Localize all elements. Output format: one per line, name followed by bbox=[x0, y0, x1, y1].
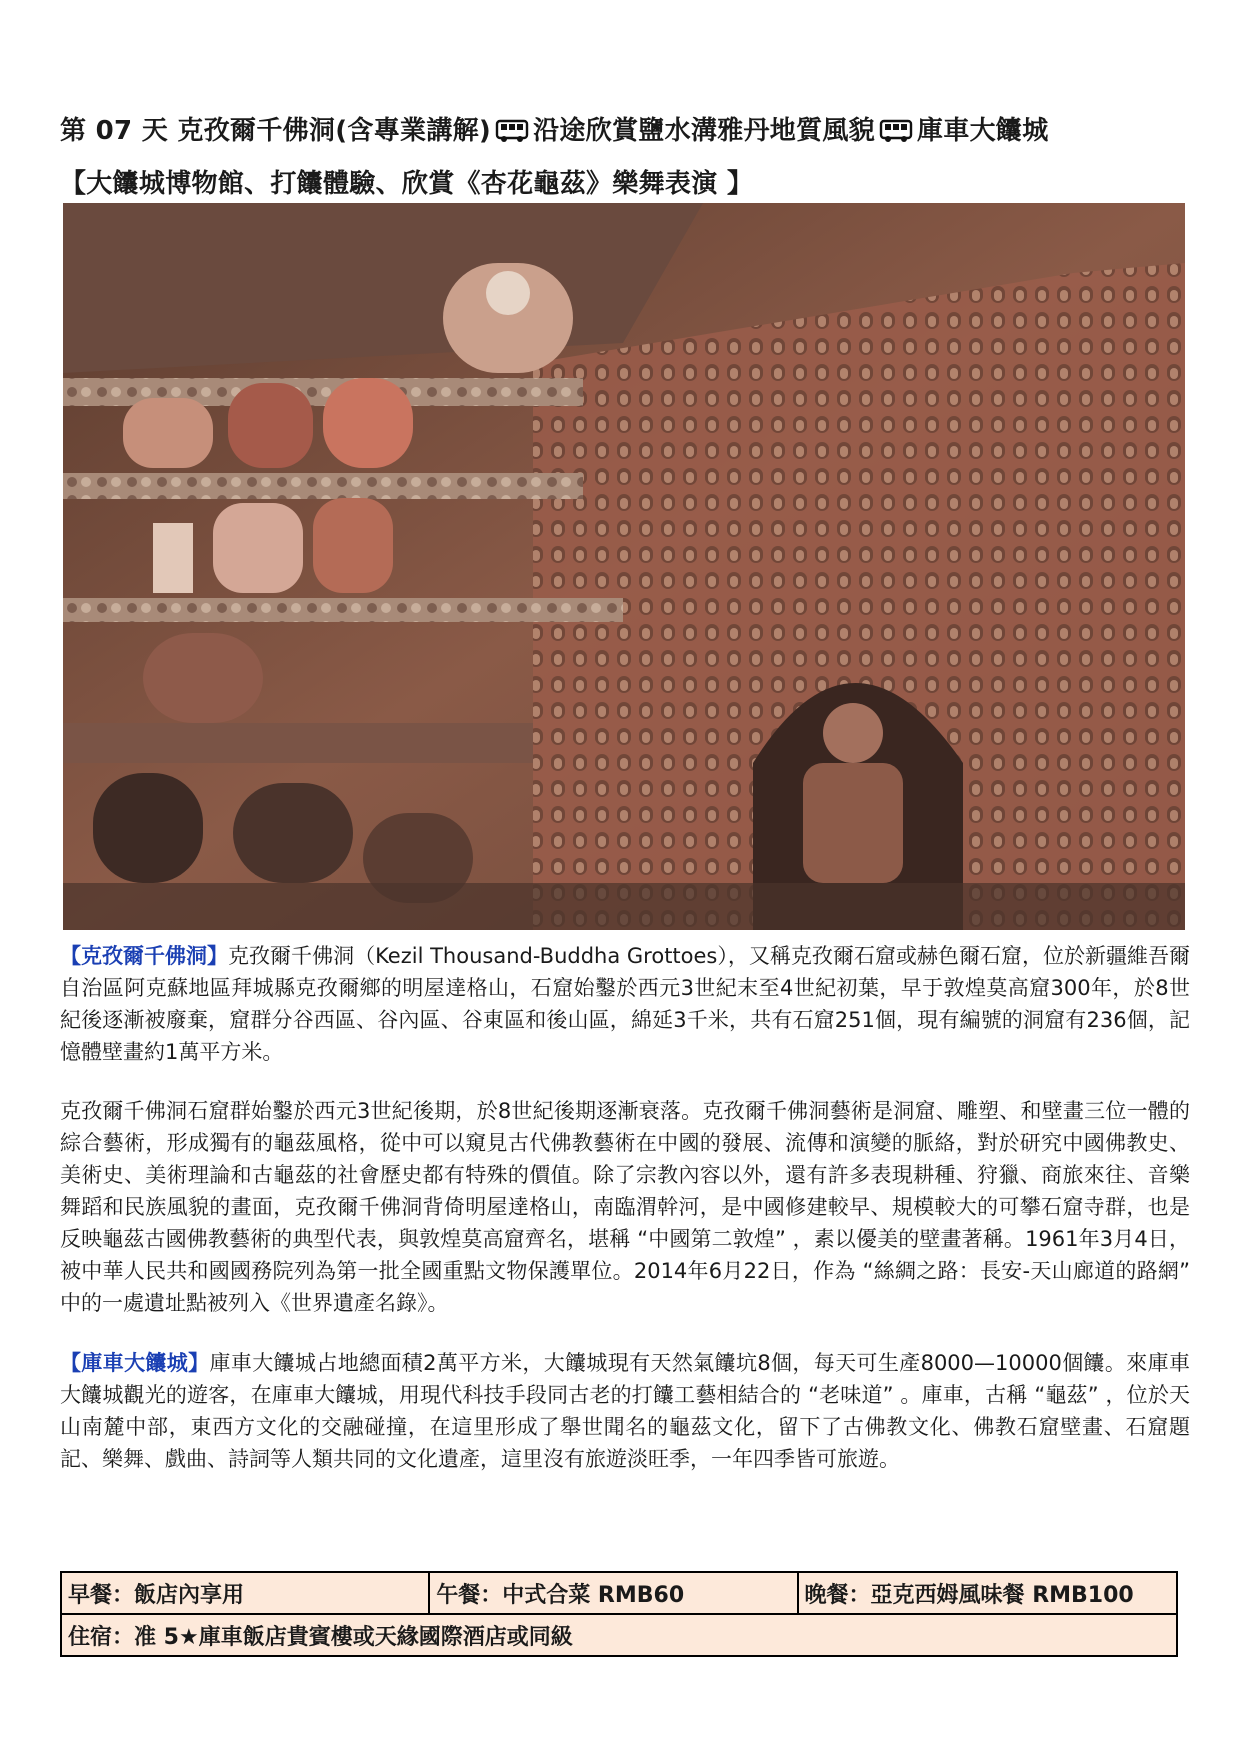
kizil-detail-paragraph: 克孜爾千佛洞石窟群始鑿於西元3世紀後期，於8世紀後期逐漸衰落。克孜爾千佛洞藝術是洞窟、雕塑、和壁畫三位一體的綜合藝術，形成獨有的龜茲風格，從中可以窺見古代佛教藝術在中國的發展、流傳和演變的脈絡，對於研究中國佛教史、美術史、美術理論和古龜茲的社會歷史都有特殊的價值。除了宗教內容以外，還有許多表現耕種、狩獵、商旅來往、音樂舞蹈和民族風貌的畫面，克孜爾千佛洞背倚明屋達格山，南臨渭幹河，是中國修建較早、規模較大的可攀石窟寺群，也是反映龜茲古國佛教藝術的典型代表，與敦煌莫高窟齊名，堪稱 “中國第二敦煌” ，素以優美的壁畫著稱。1961年3月4日，被中華人民共和國國務院列為第一批全國重點文物保護單位。2014年6月22日，作為 “絲綢之路：長安-天山廊道的路網” 中的一處遺址點被列入《世界遺產名錄》。 bbox=[60, 1099, 1190, 1315]
dinner-cell: 晚餐：亞克西姆風味餐 RMB100 bbox=[798, 1572, 1177, 1614]
meals-table bbox=[60, 1571, 1178, 1657]
day-title-line1 bbox=[60, 110, 1190, 150]
day-title-end: 庫車大饢城 bbox=[917, 116, 1049, 146]
kuqa-text: 庫車大饢城占地總面積2萬平方米，大饢城現有天然氣饢坑8個，每天可生產8000—10000個饢。來庫車大饢城觀光的遊客，在庫車大饢城，用現代科技手段同古老的打饢工藝相結合的 “老味道” 。庫車，古稱 “龜茲” ，位於天山南麓中部，東西方文化的交融碰撞，在這里形成了舉世聞名的龜茲文化，留下了古佛教文化、佛教石窟壁畫、石窟題記、樂舞、戲曲、詩詞等人類共同的文化遺產，這里沒有旅遊淡旺季，一年四季皆可旅遊。 bbox=[60, 1351, 1191, 1471]
bus-icon bbox=[879, 119, 913, 150]
kuqa-heading: 【庫車大饢城】 bbox=[60, 1351, 210, 1375]
kizil-paragraph bbox=[60, 940, 1190, 1068]
kizil-text: 克孜爾千佛洞（Kezil Thousand-Buddha Grottoes），又稱克孜爾石窟或赫色爾石窟，位於新疆維吾爾自治區阿克蘇地區拜城縣克孜爾鄉的明屋達格山，石窟始鑿於西元3世紀末至4世紀初葉，早于敦煌莫高窟300年，於8世紀後逐漸被廢棄，窟群分谷西區、谷內區、谷東區和後山區，綿延3千米，共有石窟251個，現有編號的洞窟有236個，記憶體壁畫約1萬平方米。 bbox=[60, 944, 1190, 1064]
hotel-cell: 住宿：准 5★庫車飯店貴賓樓或天緣國際酒店或同級 bbox=[61, 1614, 1177, 1656]
kizil-heading: 【克孜爾千佛洞】 bbox=[60, 944, 229, 968]
bus-icon bbox=[495, 119, 529, 150]
lunch-cell: 午餐：中式合菜 RMB60 bbox=[429, 1572, 797, 1614]
day-title-prefix: 第 07 天 克孜爾千佛洞(含專業講解) bbox=[60, 116, 492, 146]
meals-row bbox=[61, 1572, 1177, 1614]
day-title-mid: 沿途欣賞鹽水溝雅丹地質風貌 bbox=[533, 116, 876, 146]
day-subtitle: 【大饢城博物館、打饢體驗、欣賞《杏花龜茲》樂舞表演 】 bbox=[60, 169, 754, 199]
breakfast-cell: 早餐：飯店內享用 bbox=[61, 1572, 429, 1614]
grotto-photo bbox=[63, 203, 1185, 930]
kuqa-paragraph bbox=[60, 1347, 1190, 1475]
hotel-row bbox=[61, 1614, 1177, 1656]
